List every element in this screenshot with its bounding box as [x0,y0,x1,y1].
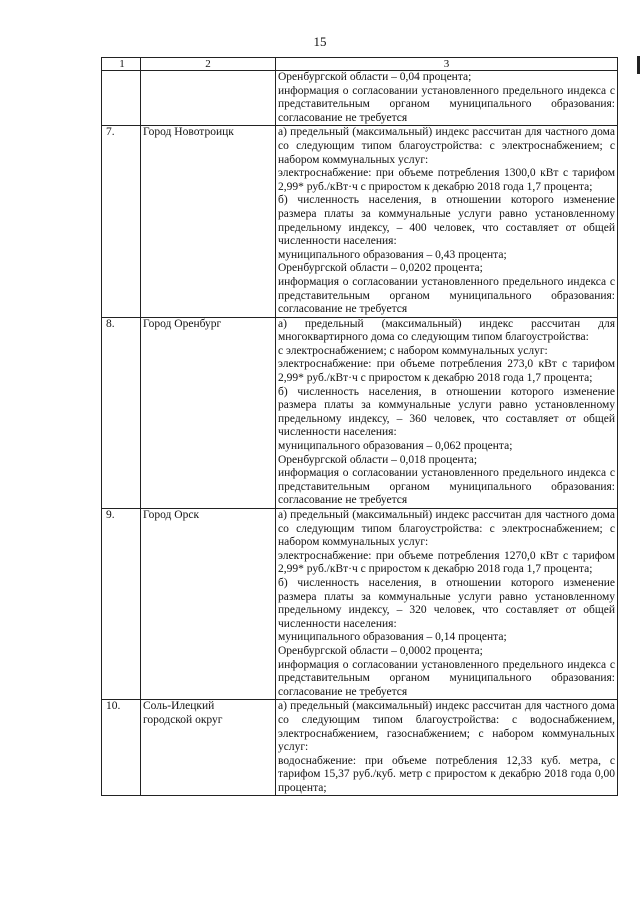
description-paragraph: Оренбургской области – 0,018 процента; [278,453,478,466]
description-paragraph: водоснабжение: при объеме потребления 12,33 куб. метра, с тарифом 15,37 руб./куб. метр с приростом к декабрю 2018 года 0,00 процента; [278,754,615,794]
description-paragraph: электроснабжение: при объеме потребления 1300,0 кВт с тарифом 2,99* руб./кВт·ч с приростом к декабрю 2018 года 1,7 процента; [278,167,615,193]
row-number: 8. [102,317,141,508]
table-header-row [102,58,618,71]
index-description [276,126,618,317]
row-number [102,71,141,126]
row-number: 9. [102,509,141,700]
description-paragraph: Оренбургской области – 0,0002 процента; [278,644,483,657]
index-table [101,57,618,796]
municipality-name [141,71,276,126]
description-paragraph: Оренбургской области – 0,04 процента; [278,71,472,83]
table-row [102,71,618,126]
header-col-1: 1 [102,58,141,71]
description-paragraph: а) предельный (максимальный) индекс рассчитан для частного дома со следующим типом благоустройства: с электроснабжением; с набором коммунальных услуг: [278,509,615,549]
municipality-name-line: Соль-Илецкий [143,700,215,713]
row-number: 10. [102,700,141,796]
description-paragraph: б) численность населения, в отношении которого изменение размера платы за коммунальные услуги равно установленному предельному индексу, – 360 человек, что составляет от общей численности населения: [278,385,615,439]
description-paragraph: а) предельный (максимальный) индекс рассчитан для многоквартирного дома со следующим типом благоустройства: [278,317,615,344]
description-paragraph: муниципального образования – 0,062 процента; [278,440,513,453]
index-description [276,71,618,126]
description-paragraph: информация о согласовании установленного предельного индекса с представительным органом муниципального образования: согласование не требуется [278,84,615,124]
index-description [276,700,618,796]
description-paragraph: б) численность населения, в отношении которого изменение размера платы за коммунальные услуги равно установленному предельному индексу, – 320 человек, что составляет от общей численности населения: [278,576,615,630]
description-paragraph: информация о согласовании установленного предельного индекса с представительным органом муниципального образования: согласование не требуется [278,658,615,698]
municipality-name-line: Город Новотроицк [143,126,234,139]
table-row [102,509,618,700]
description-paragraph: информация о согласовании установленного предельного индекса с представительным органом муниципального образования: согласование не требуется [278,467,615,507]
header-col-3: 3 [276,58,618,71]
municipality-name [141,317,276,508]
row-number: 7. [102,126,141,317]
table-row [102,317,618,508]
table-row [102,700,618,796]
header-col-2: 2 [141,58,276,71]
description-paragraph: Оренбургской области – 0,0202 процента; [278,262,483,275]
municipality-name [141,126,276,317]
municipality-name-line: городской округ [143,713,223,726]
description-paragraph: информация о согласовании установленного предельного индекса с представительным органом муниципального образования: согласование не требуется [278,275,615,316]
description-paragraph: б) численность населения, в отношении которого изменение размера платы за коммунальные услуги равно установленному предельному индексу, – 400 человек, что составляет от общей численности населения: [278,194,615,248]
description-paragraph: муниципального образования – 0,14 процента; [278,631,507,644]
description-paragraph: электроснабжение: при объеме потребления 1270,0 кВт с тарифом 2,99* руб./кВт·ч с приростом к декабрю 2018 года 1,7 процента; [278,549,615,576]
index-description [276,317,618,508]
index-description [276,509,618,700]
description-paragraph: электроснабжение: при объеме потребления 273,0 кВт с тарифом 2,99* руб./кВт·ч с приростом к декабрю 2018 года 1,7 процента; [278,358,615,385]
municipality-name [141,700,276,796]
table-row [102,126,618,317]
page-number: 15 [313,34,327,49]
description-paragraph: а) предельный (максимальный) индекс рассчитан для частного дома со следующим типом благоустройства: с водоснабжением, электроснабжением, газоснабжением; с набором коммунальных услуг: [278,700,615,754]
description-paragraph: а) предельный (максимальный) индекс рассчитан для частного дома со следующим типом благоустройства: с электроснабжением; с набором коммунальных услуг: [278,126,615,166]
municipality-name-line: Город Орск [143,509,200,521]
description-paragraph: с электроснабжением; с набором коммунальных услуг: [278,344,548,357]
municipality-name [141,509,276,700]
description-paragraph: муниципального образования – 0,43 процента; [278,248,507,261]
municipality-name-line: Город Оренбург [143,317,222,330]
